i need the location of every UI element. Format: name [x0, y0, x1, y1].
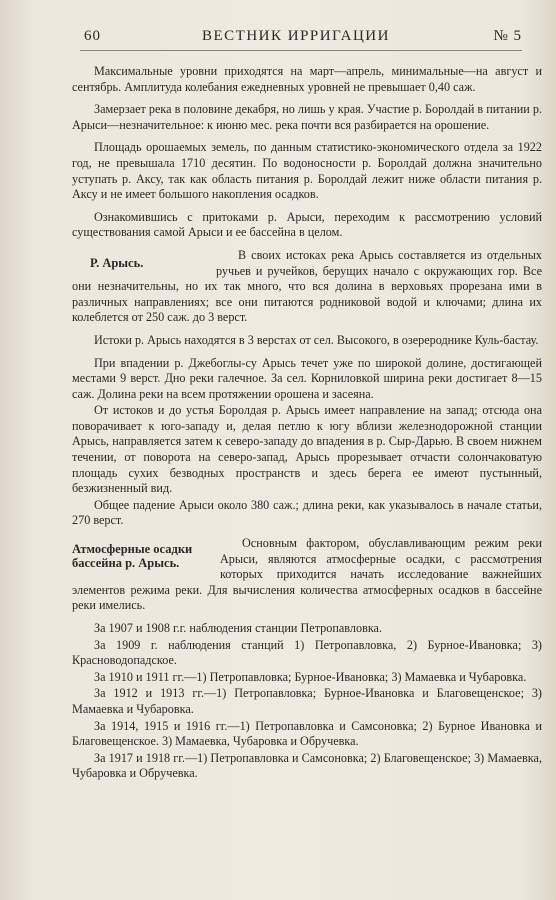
section-precipitation — [72, 536, 542, 614]
journal-title: ВЕСТНИК ИРРИГАЦИИ — [202, 28, 390, 44]
station-list-item: За 1912 и 1913 гг.—1) Петропавловка; Бурное-Ивановка и Благовещенское; 3) Мамаевка и Чубаровка. — [72, 686, 542, 716]
side-heading-arys: Р. Арысь. — [90, 255, 144, 270]
paragraph-sources: В своих истоках река Арысь составляется из отдельных ручьев и ручейков, берущих начало с окружающих гор. Все они незначительны, но их так много, что вся долина в верховьях прорезана ими в различных направлениях; все они питаются родниковой водой и ключами; длина их колеблется от 250 саж. до 3 верст. — [72, 247, 542, 325]
page-header — [84, 28, 522, 50]
paragraph-freezing: Замерзает река в половине декабря, но лишь у края. Участие р. Боролдай в питании р. Арыси—незначительное: к июню мес. река почти вся разбирается на орошение. — [72, 102, 542, 132]
header-rule — [80, 50, 522, 51]
station-list-item: За 1917 и 1918 гг.—1) Петропавловка и Самсоновка; 2) Благовещенское; 3) Мамаевка, Чубаровка и Обручевка. — [72, 750, 542, 781]
paragraph-headwaters: Истоки р. Арысь находятся в 3 верстах от сел. Высокого, в озерероднике Куль-бастау. — [94, 332, 539, 347]
side-heading-precipitation: Атмосферные осадки бассейна р. Арысь. — [72, 542, 193, 571]
station-list-item: За 1910 и 1911 гг.—1) Петропавловка; Бурное-Ивановка; 3) Мамаевка и Чубаровка. — [94, 669, 527, 684]
page-number: 60 — [84, 28, 101, 44]
paragraph-valley: При впадении р. Джебоглы-су Арысь течет уже по широкой долине, достигающей местами 9 верст. Дно реки галечное. За сел. Корниловкой ширина реки достигает 8—15 саж. Долина реки на всем протяжении орошена и засеяна. — [72, 355, 542, 401]
station-list-item: За 1907 и 1908 г.г. наблюдения станции Петропавловка. — [94, 621, 383, 635]
paragraph-irrigated-area: Площадь орошаемых земель, по данным статистико-экономического отдела за 1922 год, не превышала 1710 десятин. По водоносности р. Боролдай должна значительно уступать р. Аксу, так как область питания р. Боролдай лежит ниже области питания р. Аксу и не имеет большого накопления осадков. — [72, 140, 542, 202]
paragraph-fall: Общее падение Арыси около 380 саж.; длина реки, как указывалось в начале статьи, 270 верст. — [72, 497, 542, 528]
paragraph-transition: Ознакомившись с притоками р. Арыси, переходим к рассмотрению условий существования самой Арыси и ее бассейна в целом. — [72, 209, 542, 240]
article-body — [72, 64, 542, 783]
paragraph-direction: От истоков и до устья Боролдая р. Арысь имеет направление на запад; отсюда она поворачивает к юго-западу и, делая петлю к югу вблизи железнодорожной станции Арысь, направляется затем к северо-западу до впадения в р. Сыр-Дарью. В своем нижнем течении, от поворота на северо-запад, Арысь прорезывает отчасти солончаковатую площадь сухих безводных пространств и здесь берега ее имеют пустынный, безжизненный вид. — [72, 403, 542, 496]
issue-number: № 5 — [493, 28, 522, 44]
section-arys — [72, 248, 542, 326]
station-list-item: За 1909 г. наблюдения станций 1) Петропавловка, 2) Бурное-Ивановка; 3) Красноводопадское. — [72, 637, 542, 668]
paragraph-precipitation: Основным фактором, обуславливающим режим реки Арыси, являются атмосферные осадки, с рассмотрения которых приходится начать исследование важнейших элементов режима реки. Для вычисления количества атмосферных осадков в бассейне реки имелись. — [72, 536, 542, 613]
paragraph-water-levels: Максимальные уровни приходятся на март—апрель, минимальные—на август и сентябрь. Амплитуда колебания ежедневных уровней не превышает 0,40 саж. — [72, 64, 542, 94]
station-list-item: За 1914, 1915 и 1916 гг.—1) Петропавловка и Самсоновка; 2) Бурное Ивановка и Благовещенское. 3) Мамаевка, Чубаровка и Обручевка. — [72, 718, 542, 749]
